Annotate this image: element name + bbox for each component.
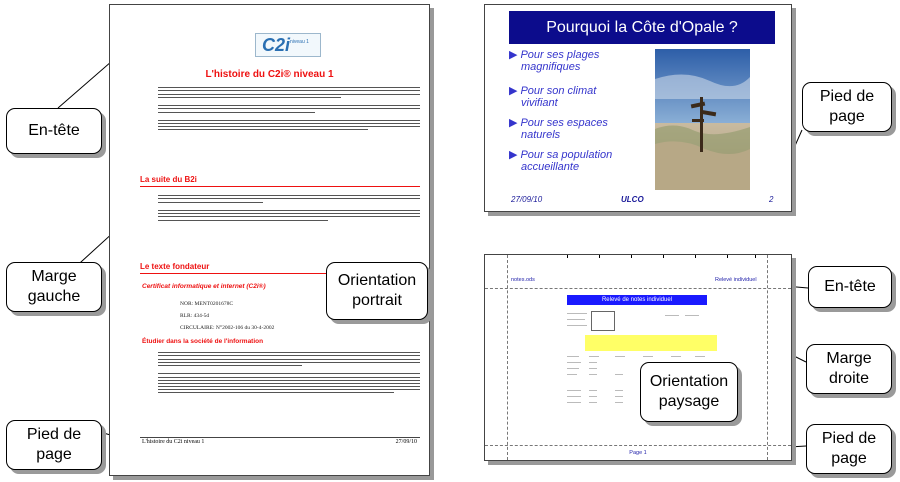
logo-text: C2i — [262, 35, 291, 55]
ref-line-rlr: RLR: 434-5d — [180, 313, 210, 319]
c2i-logo — [255, 33, 321, 57]
paragraph-block-1 — [158, 85, 420, 133]
slide-bullet: ▶ Pour sa population accueillante — [509, 149, 613, 173]
student-info — [567, 311, 707, 331]
slide-footer-center: ULCO — [621, 195, 644, 204]
callout-orientation-paysage: Orientation paysage — [640, 362, 738, 422]
header-boundary — [485, 288, 791, 289]
slide-bullet: ▶ Pour ses espaces naturels — [509, 117, 608, 141]
portrait-footer-right: 27/09/10 — [395, 439, 417, 445]
logo-subtext: niveau 1 — [290, 39, 309, 45]
bullet-triangle-icon: ▶ — [509, 49, 518, 61]
portrait-title: L'histoire du C2i® niveau 1 — [205, 69, 334, 80]
margin-line-left — [507, 255, 508, 460]
callout-pied-right-top: Pied de page — [802, 82, 892, 132]
callout-marge-droite: Marge droite — [806, 344, 892, 394]
slide-bullet: ▶ Pour son climat vivifiant — [509, 85, 597, 109]
slide-bullet: ▶ Pour ses plages magnifiques — [509, 49, 600, 73]
beach-photo — [655, 49, 750, 190]
bullet-triangle-icon: ▶ — [509, 149, 518, 161]
landscape-header-left: notes.ods — [511, 277, 535, 283]
callout-marge-gauche: Marge gauche — [6, 262, 102, 312]
bullet-triangle-icon: ▶ — [509, 117, 518, 129]
landscape-page — [484, 254, 792, 461]
grades-header-row — [585, 335, 717, 351]
slide-page — [484, 4, 792, 212]
section-heading-suite: La suite du B2i — [140, 175, 197, 184]
portrait-footer-left: L'histoire du C2i niveau 1 — [142, 439, 205, 445]
callout-pied-left: Pied de page — [6, 420, 102, 470]
footer-rule — [140, 437, 420, 438]
callout-orientation-portrait: Orientation portrait — [326, 262, 428, 320]
slide-footer-page: 2 — [769, 195, 774, 204]
footer-boundary — [485, 445, 791, 446]
portrait-page — [109, 4, 430, 476]
slide-title: Pourquoi la Côte d'Opale ? — [509, 11, 775, 44]
section-rule — [140, 273, 330, 274]
paragraph-block-2 — [158, 193, 420, 223]
slide-footer-date: 27/09/10 — [511, 195, 543, 204]
callout-en-tete-right: En-tête — [808, 266, 892, 308]
ref-line-circulaire: CIRCULAIRE: N°2002-106 du 30-4-2002 — [180, 325, 275, 331]
landscape-header-right: Relevé individuel — [715, 277, 757, 283]
section-rule — [140, 186, 420, 187]
landscape-footer: Page 1 — [629, 450, 647, 456]
averages-rows — [567, 389, 647, 409]
bullet-triangle-icon: ▶ — [509, 85, 518, 97]
section-heading-texte: Le texte fondateur — [140, 262, 210, 271]
ref-line-nor: NOR: MENT0201678C — [180, 301, 234, 307]
callout-pied-right-bottom: Pied de page — [806, 424, 892, 474]
table-title: Relevé de notes individuel — [567, 295, 707, 305]
subsection-heading: Certificat informatique et internet (C2i®) — [142, 283, 266, 290]
callout-en-tete-left: En-tête — [6, 108, 102, 154]
paragraph-block-3 — [158, 350, 420, 396]
section-heading-etudier: Étudier dans la société de l'information — [142, 338, 264, 345]
margin-line-right — [767, 255, 768, 460]
